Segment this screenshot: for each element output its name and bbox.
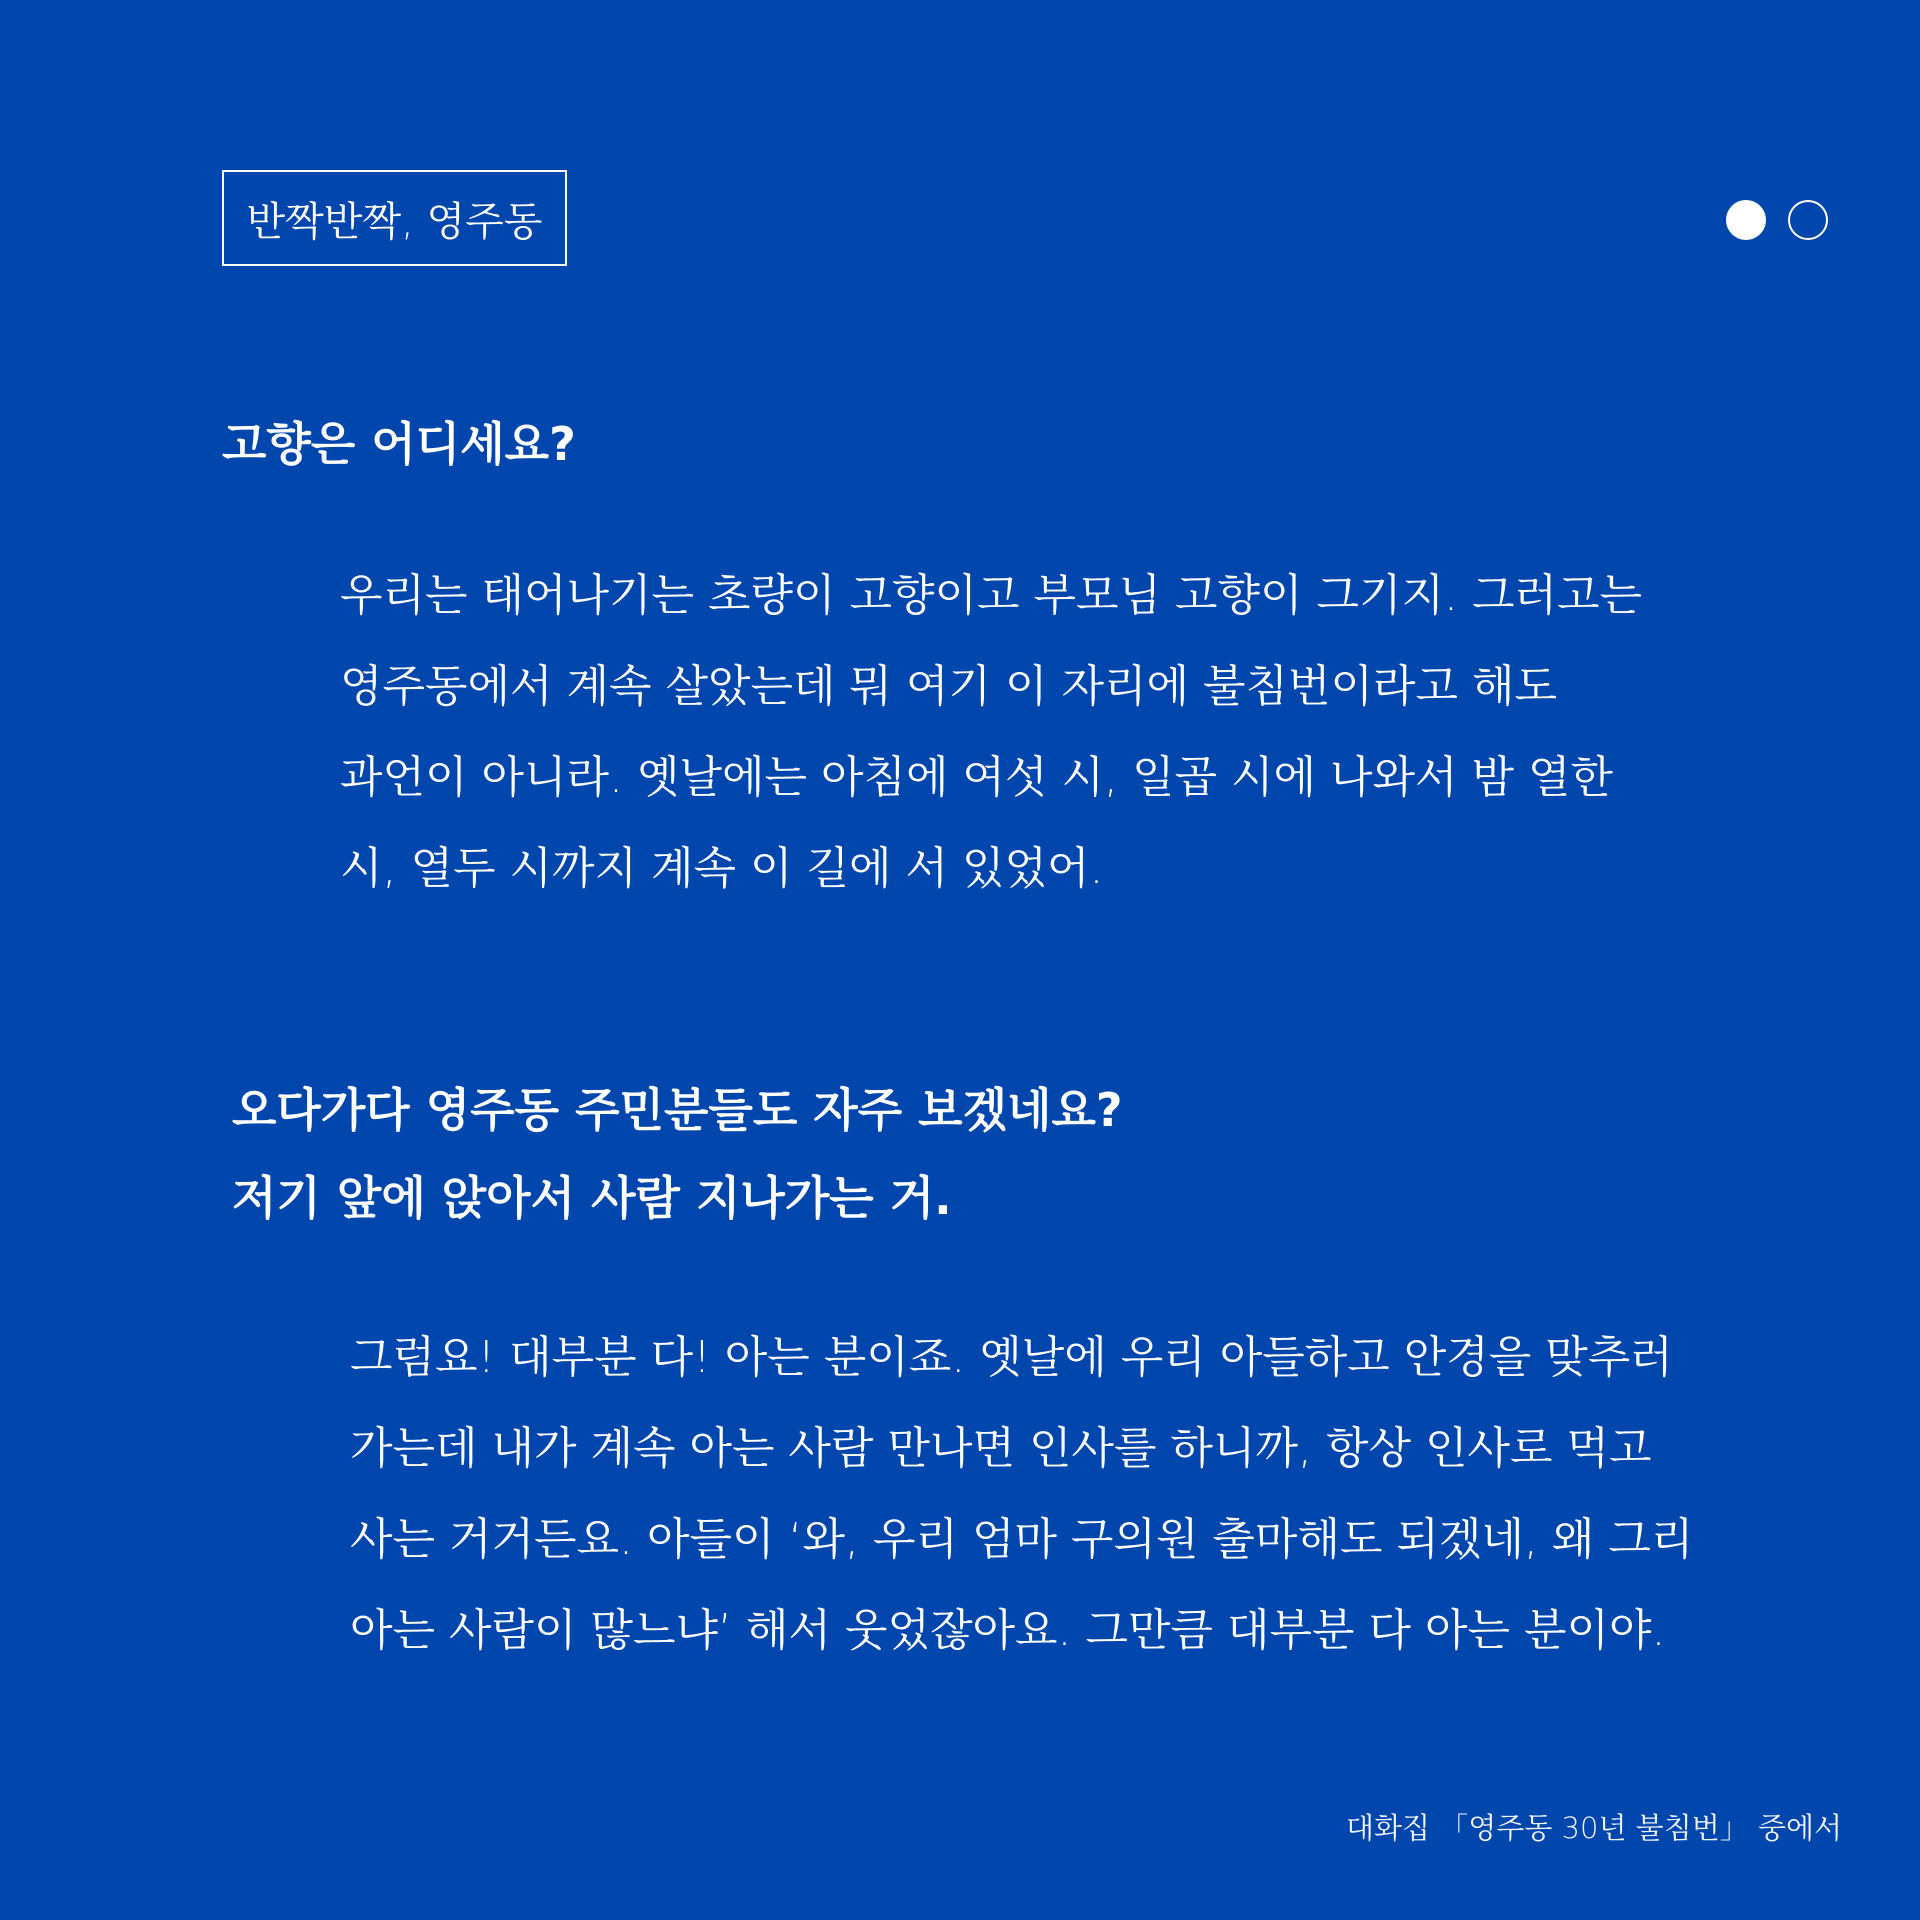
question-2 xyxy=(232,1066,1123,1242)
question-1-line: 고향은 어디세요? xyxy=(222,417,576,471)
section-tag xyxy=(222,170,567,266)
answer-1-line-3: 과언이 아니라. 옛날에는 아침에 여섯 시, 일곱 시에 나와서 밤 열한 xyxy=(340,752,1613,803)
source-citation: 대화집 「영주동 30년 불침번」 중에서 xyxy=(1346,1811,1842,1845)
answer-2-line-4: 아는 사람이 많느냐’ 해서 웃었잖아요. 그만큼 대부분 다 아는 분이야. xyxy=(350,1605,1666,1656)
answer-1-line-1: 우리는 태어나기는 초량이 고향이고 부모님 고향이 그기지. 그러고는 xyxy=(340,570,1642,621)
answer-1-line-2: 영주동에서 계속 살았는데 뭐 여기 이 자리에 불침번이라고 해도 xyxy=(340,661,1557,712)
answer-2-line-2: 가는데 내가 계속 아는 사람 만나면 인사를 하니까, 항상 인사로 먹고 xyxy=(350,1423,1652,1474)
answer-1 xyxy=(340,550,1642,914)
answer-2 xyxy=(350,1312,1693,1676)
page-dot-2[interactable] xyxy=(1788,200,1828,240)
page-dot-1-active[interactable] xyxy=(1726,200,1766,240)
question-1 xyxy=(222,400,576,488)
question-2-line-2: 저기 앞에 앉아서 사람 지나가는 거. xyxy=(232,1171,952,1225)
section-tag-label: 반짝반짝, 영주동 xyxy=(246,198,543,245)
answer-1-line-4: 시, 열두 시까지 계속 이 길에 서 있었어. xyxy=(340,843,1104,894)
answer-2-line-1: 그럼요! 대부분 다! 아는 분이죠. 옛날에 우리 아들하고 안경을 맞추러 xyxy=(350,1332,1673,1383)
pagination-dots xyxy=(1726,200,1828,240)
answer-2-line-3: 사는 거거든요. 아들이 ‘와, 우리 엄마 구의원 출마해도 되겠네, 왜 그리 xyxy=(350,1514,1694,1565)
question-2-line-1: 오다가다 영주동 주민분들도 자주 보겠네요? xyxy=(232,1083,1123,1137)
